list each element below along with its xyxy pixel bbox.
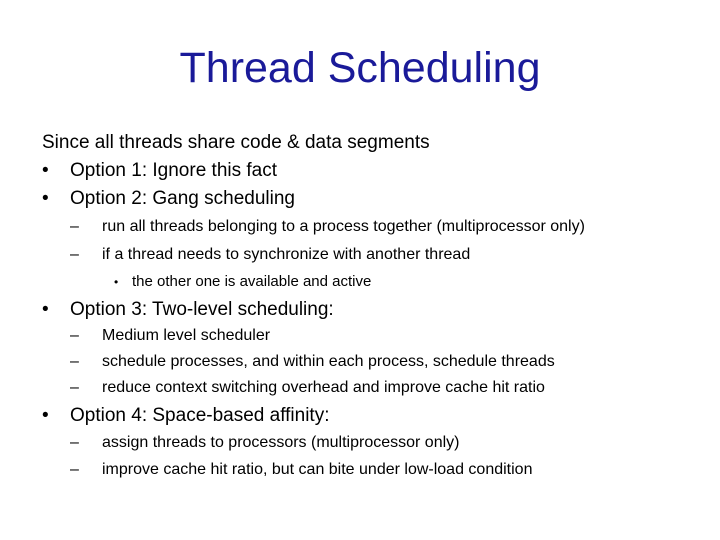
dash-marker: – — [70, 218, 79, 235]
sub-item-option-4-1 — [70, 433, 690, 453]
bullet-marker: • — [42, 299, 49, 320]
bullet-option-2-text: Option 2: Gang scheduling — [70, 188, 295, 209]
bullet-marker: • — [42, 160, 49, 181]
sub-item-option-3-1 — [70, 326, 690, 346]
bullet-option-1-text: Option 1: Ignore this fact — [70, 160, 278, 181]
bullet-option-3 — [42, 299, 682, 321]
bullet-option-3-text: Option 3: Two-level scheduling: — [70, 299, 334, 320]
bullet-option-2 — [42, 188, 682, 210]
sub-sub-item-option-2-text: the other one is available and active — [132, 273, 372, 290]
sub-item-option-3-2 — [70, 352, 690, 372]
bullet-marker: • — [42, 188, 49, 209]
bullet-marker: • — [42, 405, 49, 426]
intro-line: Since all threads share code & data segments — [42, 132, 430, 153]
sub-item-option-2-1 — [70, 217, 690, 237]
dash-marker: – — [70, 353, 79, 370]
sub-item-option-4-1-text: assign threads to processors (multiprocessor only) — [102, 434, 460, 451]
slide-title: Thread Scheduling — [179, 44, 541, 92]
bullet-option-1 — [42, 160, 682, 182]
sub-item-option-3-3-text: reduce context switching overhead and improve cache hit ratio — [102, 379, 545, 396]
sub-item-option-3-2-text: schedule processes, and within each process, schedule threads — [102, 353, 555, 370]
sub-item-option-3-1-text: Medium level scheduler — [102, 327, 271, 344]
sub-item-option-2-2 — [70, 245, 690, 265]
dash-marker: – — [70, 327, 79, 344]
dash-marker: – — [70, 434, 79, 451]
sub-item-option-2-1-text: run all threads belonging to a process together (multiprocessor only) — [102, 218, 585, 235]
dash-marker: – — [70, 246, 79, 263]
dash-marker: – — [70, 379, 79, 396]
dash-marker: – — [70, 461, 79, 478]
sub-item-option-4-2 — [70, 460, 690, 480]
sub-item-option-4-2-text: improve cache hit ratio, but can bite under low-load condition — [102, 461, 533, 478]
bullet-option-4 — [42, 405, 682, 427]
bullet-marker: • — [114, 275, 119, 289]
sub-sub-item-option-2 — [114, 273, 674, 291]
bullet-option-4-text: Option 4: Space-based affinity: — [70, 405, 330, 426]
sub-item-option-2-2-text: if a thread needs to synchronize with another thread — [102, 246, 471, 263]
sub-item-option-3-3 — [70, 378, 690, 398]
